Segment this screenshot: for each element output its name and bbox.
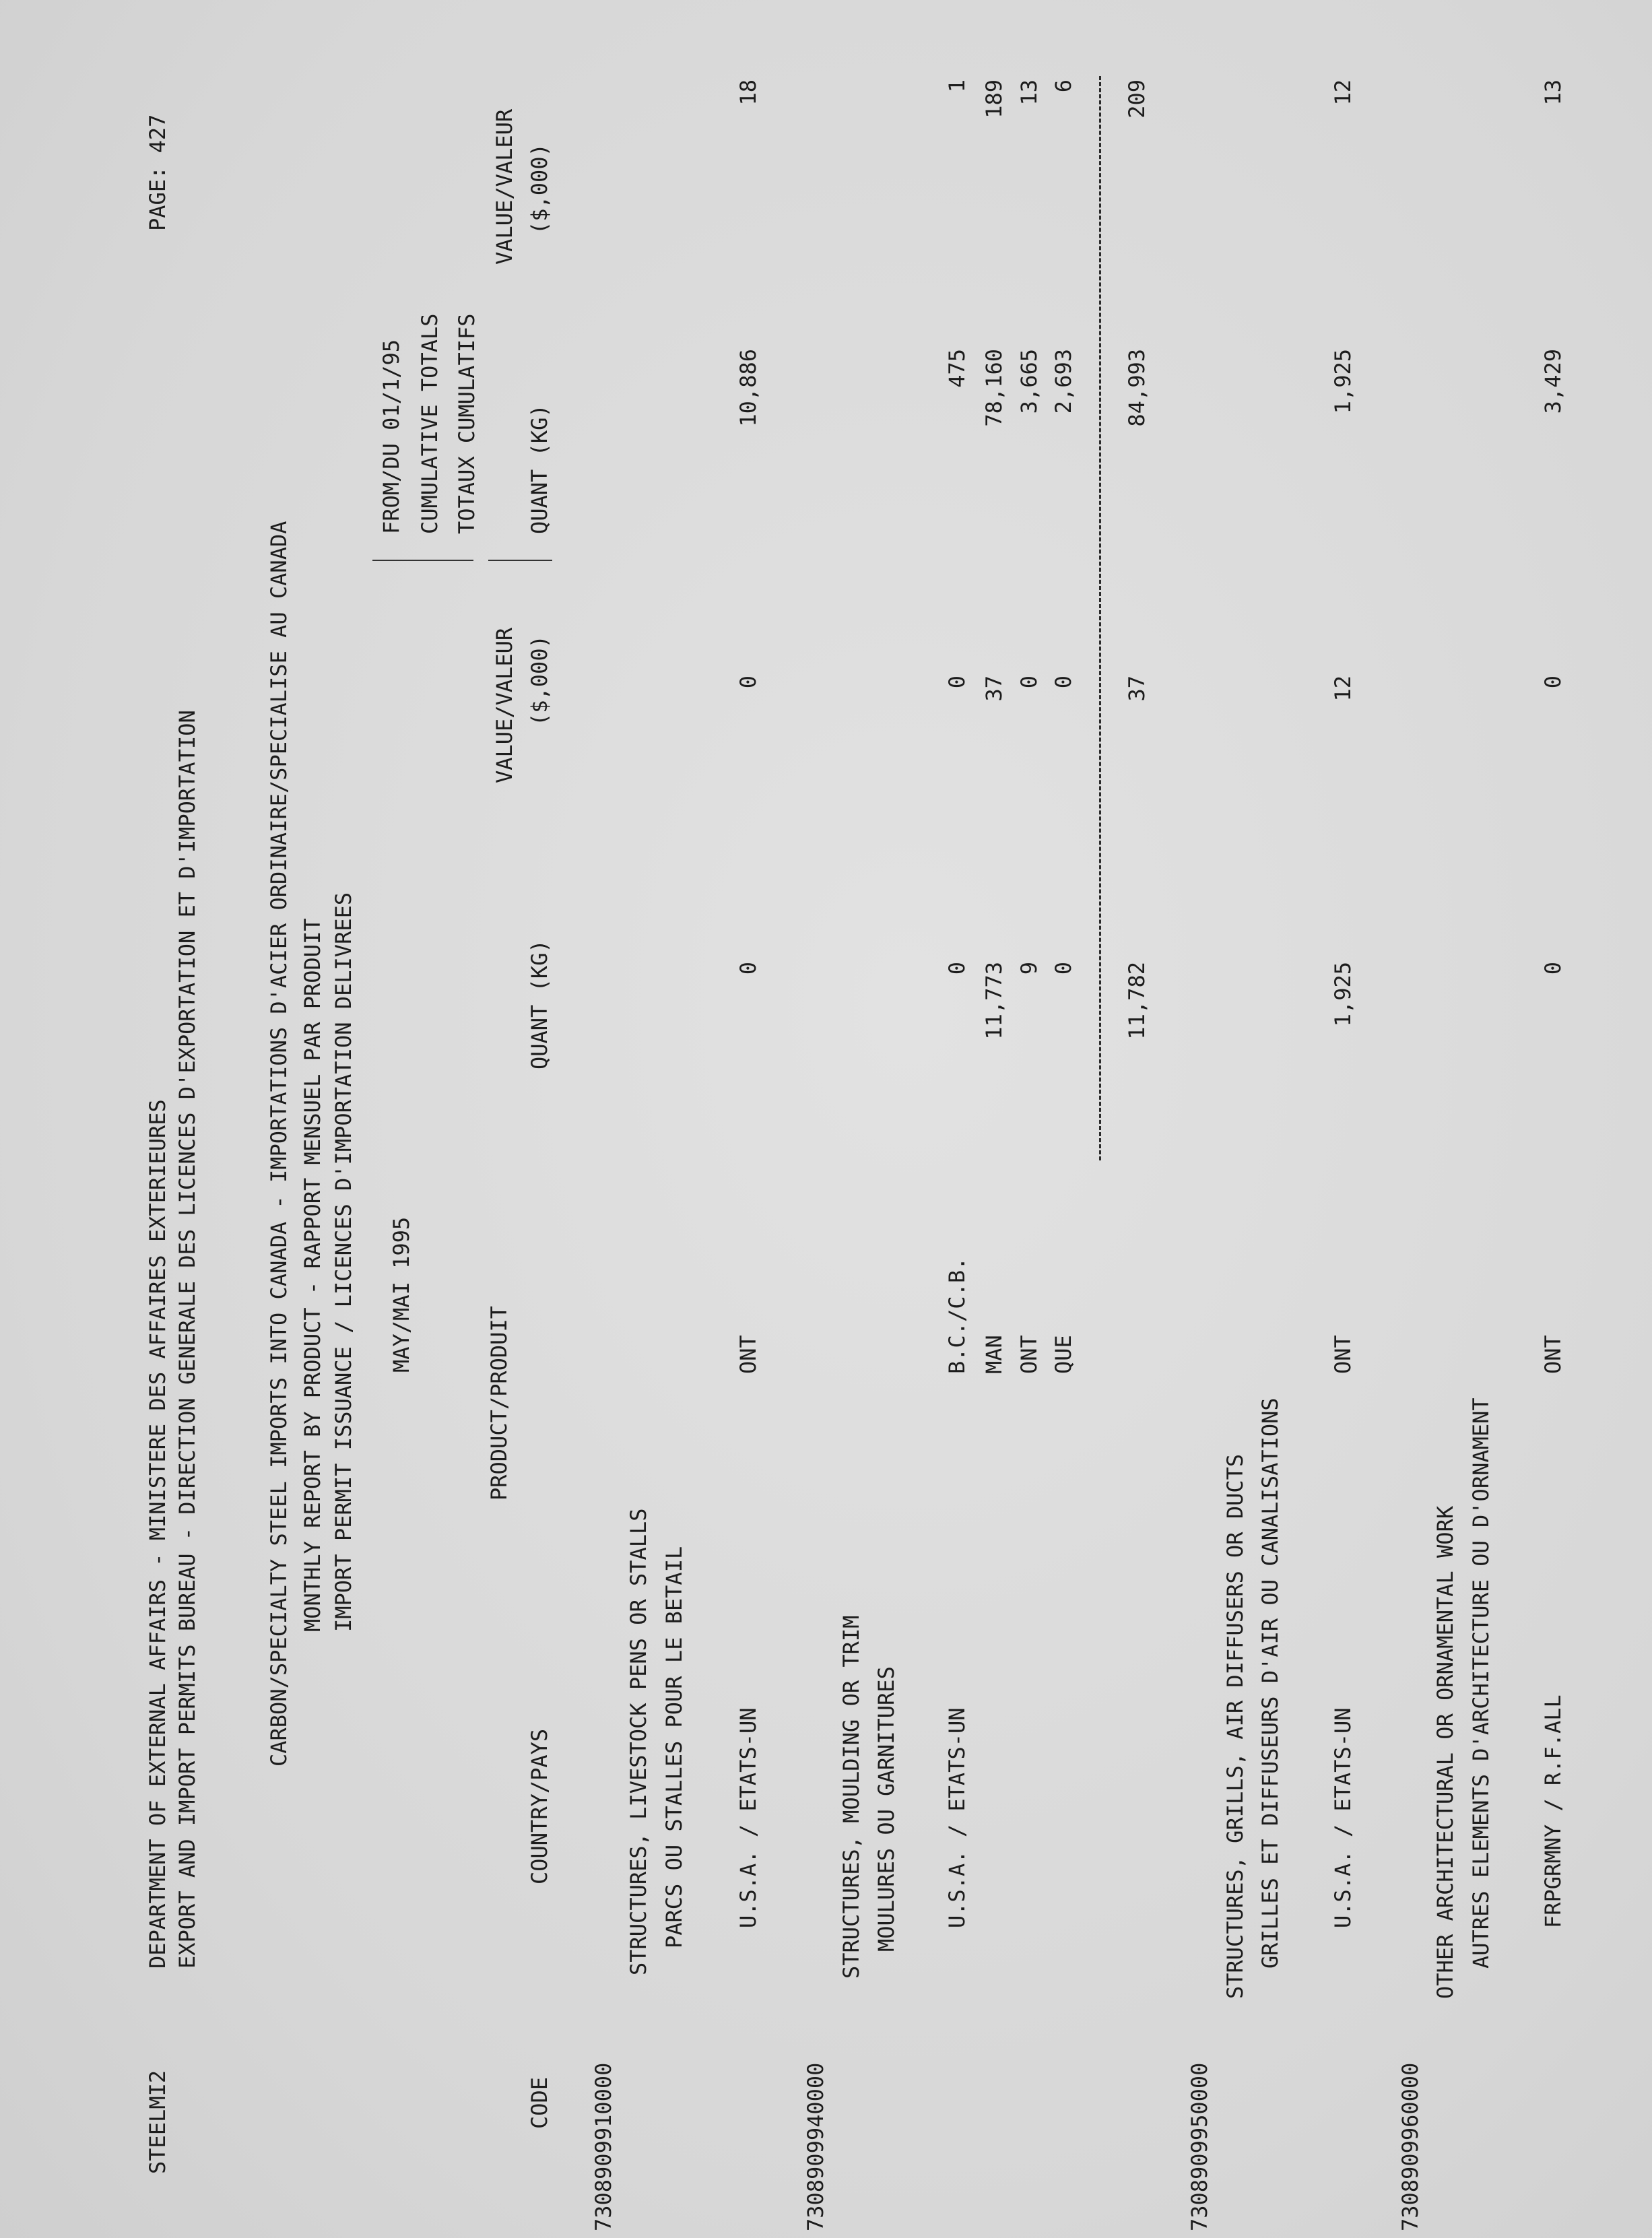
row-province: ONT xyxy=(1016,1335,1042,1374)
product-desc-fr: PARCS OU STALLES POUR LE BETAIL xyxy=(661,1546,687,1948)
product-desc-en: STRUCTURES, MOULDING OR TRIM xyxy=(838,1615,864,1979)
row-cum-value: 13 xyxy=(1540,79,1566,106)
bureau-line: EXPORT AND IMPORT PERMITS BUREAU - DIRECTION GENERALE DES LICENCES D'EXPORTATION ET D'IMPORTATION xyxy=(174,710,200,1969)
row-value: 12 xyxy=(1330,676,1356,702)
row-quant: 1,925 xyxy=(1330,962,1356,1027)
col-header-cum-value: VALUE/VALEUR xyxy=(492,108,517,265)
row-cum-value: 1 xyxy=(944,79,970,93)
report-title: CARBON/SPECIALTY STEEL IMPORTS INTO CANADA - IMPORTATIONS D'ACIER ORDINAIRE/SPECIALISE AU CANADA xyxy=(266,521,292,1767)
product-desc-fr: MOULURES OU GARNITURES xyxy=(873,1666,899,1952)
row-cum-quant: 10,886 xyxy=(735,349,761,427)
row-cum-value: 18 xyxy=(735,79,761,106)
col-header-quant: QUANT (KG) xyxy=(527,940,552,1069)
row-cum-value: 12 xyxy=(1330,79,1356,106)
report-subtitle: MONTHLY REPORT BY PRODUCT - RAPPORT MENSUEL PAR PRODUIT xyxy=(300,918,325,1632)
product-code: 7308909910000 xyxy=(591,2062,616,2231)
col-header-cum-quant: QUANT (KG) xyxy=(527,404,552,534)
product-code: 7308909960000 xyxy=(1397,2062,1423,2231)
row-quant: 0 xyxy=(1051,962,1076,975)
col-header-cum-value-unit: ($,000) xyxy=(527,143,552,234)
product-code: 7308909950000 xyxy=(1187,2062,1212,2231)
row-quant: 11,773 xyxy=(981,962,1007,1040)
cumulative-label-en: CUMULATIVE TOTALS xyxy=(417,313,442,534)
row-value: 0 xyxy=(735,676,761,689)
total-cum-value: 209 xyxy=(1124,79,1150,119)
row-country: FRPGRMNY / R.F.ALL xyxy=(1540,1694,1566,1928)
row-value: 0 xyxy=(1016,676,1042,689)
product-desc-en: OTHER ARCHITECTURAL OR ORNAMENTAL WORK xyxy=(1432,1505,1458,1999)
product-desc-fr: GRILLES ET DIFFUSEURS D'AIR OU CANALISATIONS xyxy=(1257,1397,1283,1969)
col-header-value-unit: ($,000) xyxy=(527,635,552,726)
row-country: U.S.A. / ETATS-UN xyxy=(735,1707,761,1928)
row-quant: 0 xyxy=(735,962,761,975)
cumulative-label-fr: TOTAUX CUMULATIFS xyxy=(454,313,480,534)
row-province: QUE xyxy=(1051,1335,1076,1374)
row-province: ONT xyxy=(735,1335,761,1374)
row-value: 37 xyxy=(981,676,1007,702)
col-header-code: CODE xyxy=(527,2076,552,2129)
product-code: 7308909940000 xyxy=(803,2062,828,2231)
row-province: ONT xyxy=(1330,1335,1356,1374)
row-province: ONT xyxy=(1540,1335,1566,1374)
report-id: STEELMI2 xyxy=(145,2070,170,2174)
row-cum-value: 13 xyxy=(1016,79,1042,106)
cumulative-divider xyxy=(372,560,473,561)
row-cum-quant: 475 xyxy=(944,349,970,388)
product-desc-en: STRUCTURES, LIVESTOCK PENS OR STALLS xyxy=(626,1508,651,1975)
department-line: DEPARTMENT OF EXTERNAL AFFAIRS - MINISTERE DES AFFAIRES EXTERIEURES xyxy=(145,1099,170,1969)
row-quant: 9 xyxy=(1016,962,1042,975)
cumulative-from: FROM/DU 01/1/95 xyxy=(378,339,404,534)
row-cum-value: 189 xyxy=(981,79,1007,119)
report-period: MAY/MAI 1995 xyxy=(389,1216,414,1373)
page-number: PAGE: 427 xyxy=(145,114,170,231)
row-cum-quant: 2,693 xyxy=(1051,349,1076,414)
product-desc-fr: AUTRES ELEMENTS D'ARCHITECTURE OU D'ORNAMENT xyxy=(1468,1397,1494,1969)
row-country: U.S.A. / ETATS-UN xyxy=(1330,1707,1356,1928)
col-header-value: VALUE/VALEUR xyxy=(492,627,517,783)
header-divider xyxy=(488,560,552,561)
product-desc-en: STRUCTURES, GRILLS, AIR DIFFUSERS OR DUCTS xyxy=(1222,1453,1248,1999)
row-cum-quant: 78,160 xyxy=(981,349,1007,427)
row-country: U.S.A. / ETATS-UN xyxy=(944,1707,970,1928)
row-cum-quant: 3,429 xyxy=(1540,349,1566,414)
total-value: 37 xyxy=(1124,676,1150,702)
report-subtitle-2: IMPORT PERMIT ISSUANCE / LICENCES D'IMPORTATION DELIVREES xyxy=(331,892,356,1632)
row-province: MAN xyxy=(981,1335,1007,1374)
row-cum-quant: 3,665 xyxy=(1016,349,1042,414)
row-value: 0 xyxy=(1540,676,1566,689)
col-header-country: COUNTRY/PAYS xyxy=(527,1728,552,1884)
total-cum-quant: 84,993 xyxy=(1124,349,1150,427)
row-quant: 0 xyxy=(1540,962,1566,975)
row-value: 0 xyxy=(944,676,970,689)
total-quant: 11,782 xyxy=(1124,962,1150,1040)
subtotal-separator xyxy=(1099,76,1101,1160)
row-quant: 0 xyxy=(944,962,970,975)
col-header-product: PRODUCT/PRODUIT xyxy=(486,1306,512,1501)
row-cum-value: 6 xyxy=(1051,79,1076,93)
row-value: 0 xyxy=(1051,676,1076,689)
row-province: B.C./C.B. xyxy=(944,1257,970,1374)
row-cum-quant: 1,925 xyxy=(1330,349,1356,414)
